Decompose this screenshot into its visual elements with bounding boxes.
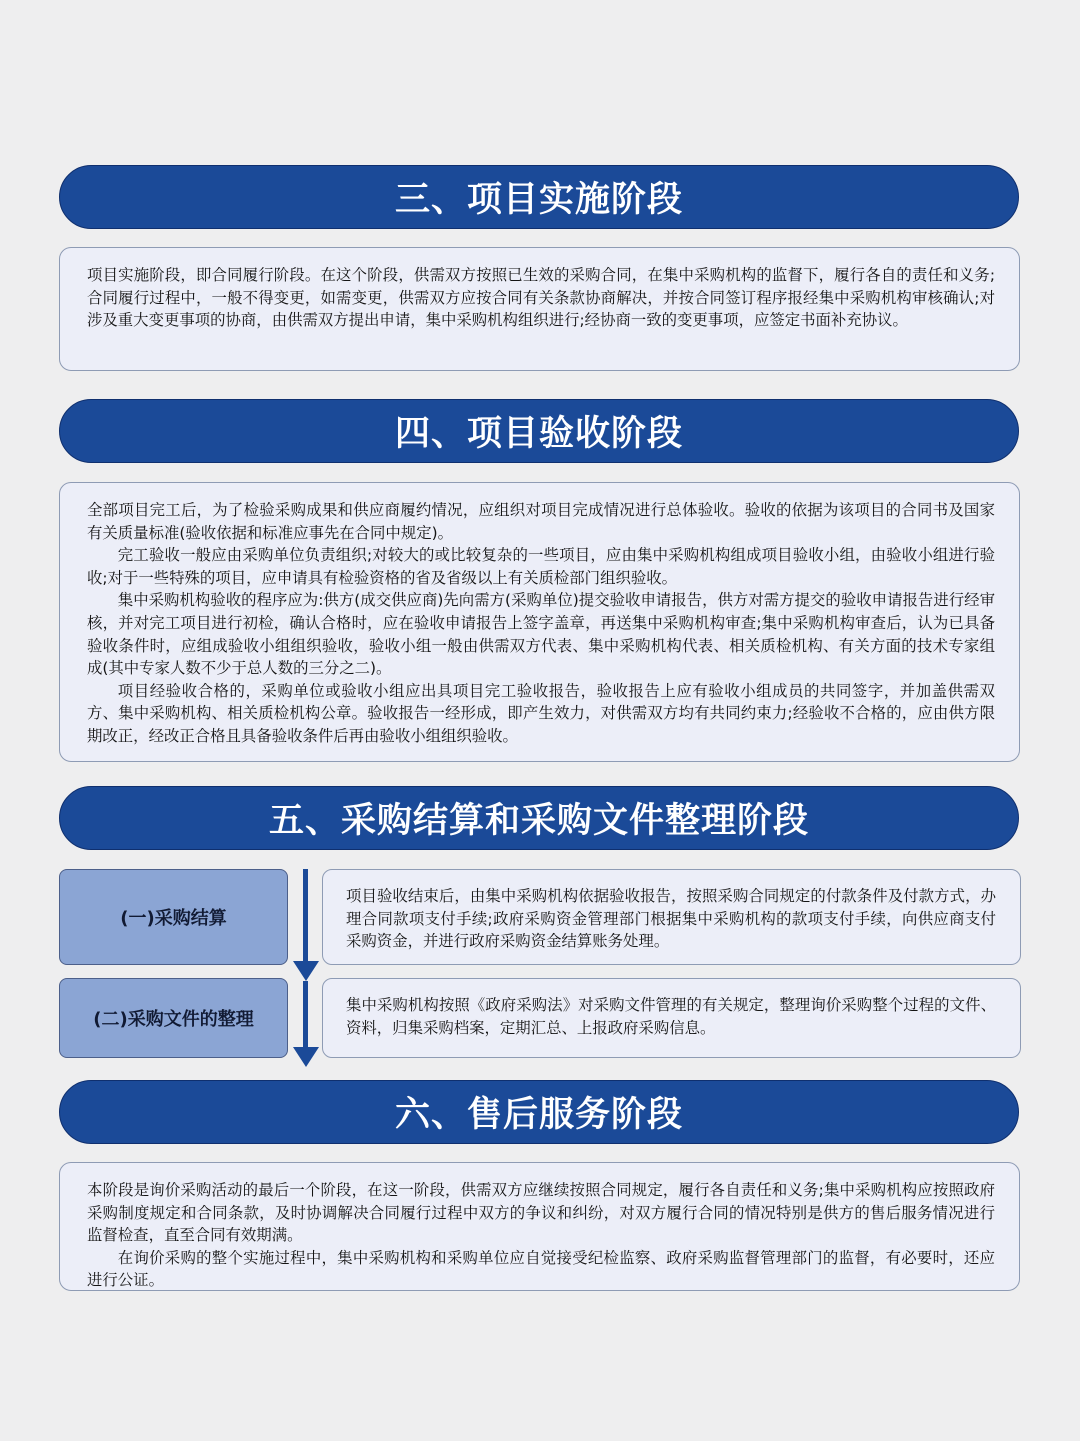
flow-arrow-line-2 bbox=[303, 981, 308, 1048]
section-4-title: 四、项目验收阶段 bbox=[59, 399, 1019, 463]
flow-arrow-down-icon bbox=[293, 1047, 319, 1067]
section-4-content bbox=[59, 482, 1020, 762]
document-filing-content bbox=[322, 978, 1021, 1058]
section-4-paragraph: 集中采购机构验收的程序应为:供方(成交供应商)先向需方(采购单位)提交验收申请报告，供方对需方提交的验收申请报告进行经审核，并对完工项目进行初检，确认合格时，应在验收申请报告上签字盖章，再送集中采购机构审查;集中采购机构审查后，认为已具备验收条件时，应组成验收小组组织验收，验收小组一般由供需双方代表、集中采购机构代表、相关质检机构、有关方面的技术专家组成(其中专家人数不少于总人数的三分之二)。 bbox=[87, 591, 995, 678]
document-filing-text: 集中采购机构按照《政府采购法》对采购文件管理的有关规定，整理询价采购整个过程的文件、资料，归集采购档案，定期汇总、上报政府采购信息。 bbox=[346, 996, 996, 1037]
section-5-title: 五、采购结算和采购文件整理阶段 bbox=[59, 786, 1019, 850]
section-6-paragraph: 本阶段是询价采购活动的最后一个阶段，在这一阶段，供需双方应继续按照合同规定，履行各自责任和义务;集中采购机构应按照政府采购制度规定和合同条款，及时协调解决合同履行过程中双方的争议和纠纷，对双方履行合同的情况特别是供方的售后服务情况进行监督检查，直至合同有效期满。 bbox=[87, 1181, 995, 1245]
section-3-paragraph: 项目实施阶段，即合同履行阶段。在这个阶段，供需双方按照已生效的采购合同，在集中采购机构的监督下，履行各自的责任和义务;合同履行过程中，一般不得变更，如需变更，供需双方应按合同有关条款协商解决，并按合同签订程序报经集中采购机构审核确认;对涉及重大变更事项的协商，由供需双方提出申请，集中采购机构组织进行;经协商一致的变更事项，应签定书面补充协议。 bbox=[87, 266, 995, 330]
section-3-title: 三、项目实施阶段 bbox=[59, 165, 1019, 229]
section-6-title: 六、售后服务阶段 bbox=[59, 1080, 1019, 1144]
section-6-content bbox=[59, 1162, 1020, 1291]
section-6-paragraph: 在询价采购的整个实施过程中，集中采购机构和采购单位应自觉接受纪检监察、政府采购监督管理部门的监督，有必要时，还应进行公证。 bbox=[87, 1248, 995, 1290]
settlement-content bbox=[322, 869, 1021, 965]
flow-arrow-down-icon bbox=[293, 961, 319, 981]
section-3-content bbox=[59, 247, 1020, 371]
document-filing-label: (二)采购文件的整理 bbox=[59, 978, 288, 1058]
section-4-paragraph: 全部项目完工后，为了检验采购成果和供应商履约情况，应组织对项目完成情况进行总体验收。验收的依据为该项目的合同书及国家有关质量标准(验收依据和标准应事先在合同中规定)。 bbox=[87, 501, 995, 542]
section-4-paragraph: 项目经验收合格的，采购单位或验收小组应出具项目完工验收报告，验收报告上应有验收小组成员的共同签字，并加盖供需双方、集中采购机构、相关质检机构公章。验收报告一经形成，即产生效力，对供需双方均有共同约束力;经验收不合格的，应由供方限期改正，经改正合格且具备验收条件后再由验收小组组织验收。 bbox=[87, 681, 995, 745]
flow-arrow-line-1 bbox=[303, 869, 308, 963]
settlement-text: 项目验收结束后，由集中采购机构依据验收报告，按照采购合同规定的付款条件及付款方式，办理合同款项支付手续;政府采购资金管理部门根据集中采购机构的款项支付手续，向供应商支付采购资金，并进行政府采购资金结算账务处理。 bbox=[346, 887, 996, 951]
settlement-label: (一)采购结算 bbox=[59, 869, 288, 965]
section-4-paragraph: 完工验收一般应由采购单位负责组织;对较大的或比较复杂的一些项目，应由集中采购机构组成项目验收小组，由验收小组进行验收;对于一些特殊的项目，应申请具有检验资格的省及省级以上有关质检部门组织验收。 bbox=[87, 546, 995, 587]
